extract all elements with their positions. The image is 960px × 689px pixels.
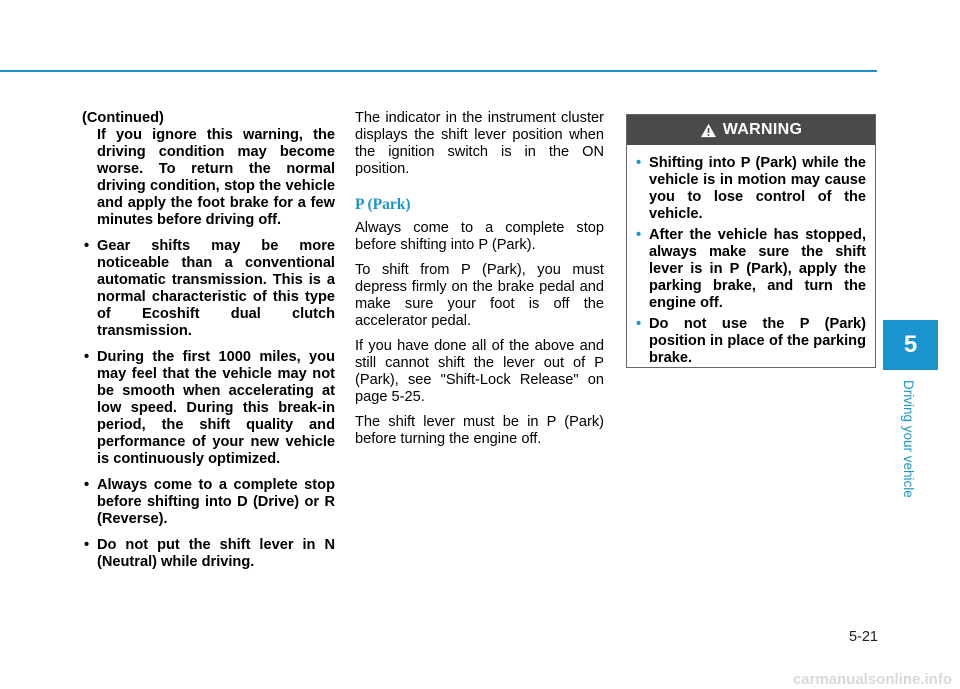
bullet-icon: • <box>636 316 642 332</box>
bullet-icon: • <box>84 477 90 493</box>
paragraph: Always come to a complete stop before shifting into P (Park). <box>355 220 604 253</box>
paragraph: To shift from P (Park), you must depress firmly on the brake pedal and make sure your foot is off the accelerator pedal. <box>355 262 604 329</box>
chapter-side-label <box>900 380 918 500</box>
bullet-icon: • <box>84 349 90 365</box>
continued-label: (Continued) <box>82 110 164 126</box>
continued-text: If you ignore this warning, the driving condition may become worse. To return the normal driving condition, stop the vehicle and apply the foot brake for a few minutes before driving off. <box>97 127 335 228</box>
warning-title: WARNING <box>722 121 803 138</box>
warning-box <box>626 114 876 368</box>
chapter-number: 5 <box>903 331 918 358</box>
paragraph: The shift lever must be in P (Park) before turning the engine off. <box>355 414 604 447</box>
watermark-text: carmanualsonline.info <box>792 672 952 686</box>
paragraph: If you have done all of the above and still cannot shift the lever out of P (Park), see "Shift-Lock Release" on page 5-25. <box>355 338 604 405</box>
list-item: • Shifting into P (Park) while the vehicle is in motion may cause you to lose control of the vehicle. <box>636 155 866 222</box>
bullet-icon: • <box>636 227 642 243</box>
caution-list <box>82 238 335 571</box>
warning-header <box>627 115 875 145</box>
page-number: 5-21 <box>848 629 878 645</box>
section-heading: P (Park) <box>355 196 411 213</box>
watermark <box>720 672 952 686</box>
bullet-icon: • <box>84 537 90 553</box>
bullet-icon: • <box>636 155 642 171</box>
chapter-title: Driving your vehicle <box>901 380 916 498</box>
left-column <box>82 110 335 580</box>
chapter-tab <box>883 320 938 370</box>
middle-column <box>355 110 604 456</box>
list-item: • Do not use the P (Park) position in place of the parking brake. <box>636 316 866 366</box>
list-item: • After the vehicle has stopped, always make sure the shift lever is in P (Park), apply the parking brake, and turn the engine off. <box>636 227 866 311</box>
bullet-icon: • <box>84 238 90 254</box>
warning-list <box>627 145 875 367</box>
header-rule <box>0 70 877 72</box>
list-item: • Do not put the shift lever in N (Neutral) while driving. <box>84 537 335 570</box>
list-item: • During the first 1000 miles, you may feel that the vehicle may not be smooth when accelerating at low speed. During this break-in period, the shift quality and performance of your new vehicle is continuously optimized. <box>84 349 335 467</box>
warning-triangle-icon <box>700 123 717 138</box>
list-item: • Gear shifts may be more noticeable than a conventional automatic transmission. This is a normal characteristic of this type of Ecoshift dual clutch transmission. <box>84 238 335 339</box>
list-item: • Always come to a complete stop before shifting into D (Drive) or R (Reverse). <box>84 477 335 527</box>
intro-paragraph: The indicator in the instrument cluster displays the shift lever position when the ignition switch is in the ON position. <box>355 110 604 177</box>
